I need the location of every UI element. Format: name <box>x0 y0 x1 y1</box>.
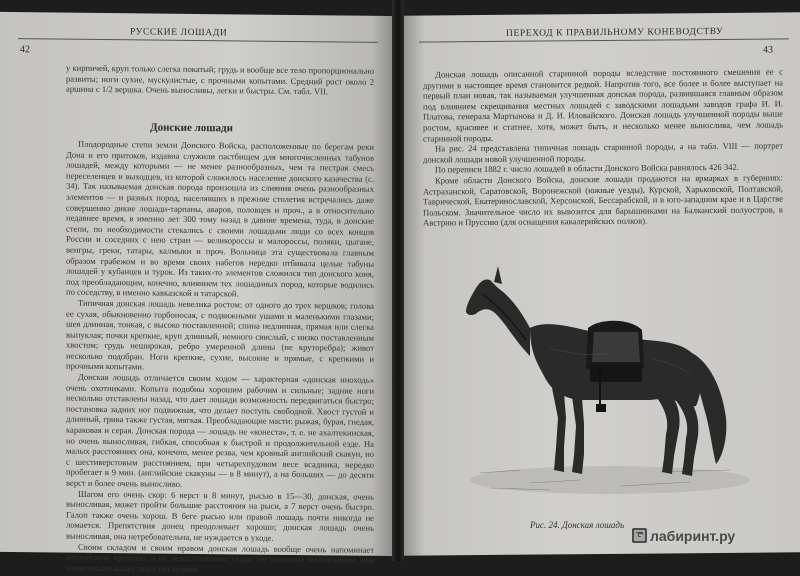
paragraph: Донская лошадь описанной старинной породы вследствие постоянного смешения ее с другими в настоящее время становится редкой. Напротив того, все более и более выступает на первый план новая, так называемая улучшенная донская порода, развившаяся главным образом под влиянием скрещивания местных лошадей с заводскими лошадьми заводов графа И. И. Платова, генерала Мартынова и Д. И. Иловайского. Донская лошадь улучшенной породы выше ростом, красивее и статнее, хотя, может быть, и несколько менее вынослива, чем лошадь старинной породы. <box>423 66 783 144</box>
header-rule-right <box>419 38 789 42</box>
page-number-right: 43 <box>763 44 773 56</box>
page-number-left: 42 <box>20 44 30 56</box>
figure-caption: Рис. 24. Донская лошадь <box>530 520 625 530</box>
paragraph: Своим складом и своим нравом донская лошадь вообще очень напоминает английскую кровную, а от недостаточного ухода, не изнежена воспитанием, она значительно выносливее последней. <box>66 541 374 574</box>
intro-paragraph <box>66 63 374 98</box>
paragraph: Плодородные степи земли Донского Войска, расположенные по берегам реки Дона и его притоков, издавна служили пастбищем для многочисленных табунов лошадей, между которыми — не менее разнообразных, чем та пестрая смесь переселенцев и выходцев, из которой сложилось население донского казачества (с. 34). Так называемая донская порода произошла из слияния очень разнообразных элементов — и разных пород, населявших в прежние столетия встречались даже совершенно дикие лошади-тарпаны, аваров, половцев и проч., а в относительно недавнее время, в именно лет 300 тому назад в давние времена, туда, в донские степи, по необходимости стекались с своими лошадьми люди со всех концов России и соседних с нею стран — великороссы и малороссы, поляки, цыгане, венгры, греки, татары, калмыки и проч. Вольница эта существовала главным образом грабежом и во время своих набегов нередко отбивала целые табуны лошадей у кубанцев и турок. Из таких-то элементов сложился тип донского коня, под преобладающим, конечно, влиянием тех лошадиных пород, которые водились по соседству, в именно кавказской и татарской. <box>66 138 374 299</box>
horse-illustration <box>460 258 750 508</box>
labirint-logo-icon <box>632 528 647 543</box>
intro-text: у кирпичей, круп только слегка покатый; грудь и вообще все тело пропорционально развиты; ноги сухие, мускулистые, с прочными копытами. Средний рост около 2 аршина с 1/2 вершка. Очень выносливы, легки и быстры. См. табл. VII. <box>66 62 374 97</box>
paragraph: По переписи 1882 г. число лошадей в области Донского Войска равнялось 426 342. <box>435 162 739 175</box>
running-header-left: РУССКИЕ ЛОШАДИ <box>130 27 228 39</box>
paragraph: На рис. 24 представлена типичная лошадь старинной породы, а на табл. VIII — портрет донской лошади новой улучшенной породы. <box>423 140 783 165</box>
paragraph: Кроме области Донского Войска, донские лошади продаются на ярмарках в губерниях: Астраханской, Саратовской, Воронежской (южные уезды), Курской, Харьковской, Полтавской, Таврической, Екатеринославской, Херсонской, Бессарабской, и в юго-западном крае и в Царстве Польском. Значительное число их вывозится для барышниками на Балканский полуостров, в Австрию и Пруссию (для оснащения кавалерийских полков). <box>423 172 783 228</box>
paragraph: Донская лошадь отличается своим ходом — характерная «донская иноходь» очень охотниками. Копыта подобны хорошим рабочим и сильные; задние ноги несколько отставлены назад, что дает лошади возможность передвигаться быстро; постановка задних ног подвижная, что делает поступь свободной. Хвост густой и длинный, грива также густая, мягкая. Преобладающие масти: рыжая, бурая, гнедая, караковая и серая. Донская порода — лошадь не «конеста», т. е. не ахалтекинская, но очень выносливая, гибкая, способная к быстрой и продолжительной езде. На малых расстояниях она, конечно, менее резва, чем кровный английский скакун, но с шестиверстовым расстоянием, при четырехпудовом весе всадника, нередко пробегает в 9 мин. (английские скакуны — в 8 минут), а на больших — до десяти верст и более очень выносливо. <box>66 371 374 489</box>
section-title: Донские лошади <box>150 121 233 135</box>
right-body-text <box>423 66 783 259</box>
left-body-text <box>66 138 374 574</box>
left-page <box>0 12 395 574</box>
paragraph: Типичная донская лошадь невелика ростом: от одного до трех вершков; голова ее сухая, обыкновенно горбоносая, с подвижными ушами и маленькими глазами; шея длинная, тонкая, с высоко поставленной; спина недлинная, прямая или слегка выпуклая; почки крепкие, круп длинный, немного свислый, с низко поставленным хвостом; грудь неширокая, ребро умеренной длины (не круторебра); живот несколько подобран. Ноги крепкие, сухие, высокие и прямые, с крепкими и прочными копытами. <box>66 297 374 372</box>
paragraph: Шагом его очень скор: 6 верст в 8 минут, рысью в 15—30, донская, очень выносливая, может пройти большие расстояния на рыси, а 7 верст очень быстро. Галоп также очень хорош. В беге рысью или правой лошадь почти никогда не ломается. Препятствия донец преодолевает хорошо; донская лошадь очень выносливая, она нетребовательна, не нуждается в уходе. <box>66 488 374 543</box>
running-header-right: ПЕРЕХОД К ПРАВИЛЬНОМУ КОНЕВОДСТВУ <box>506 26 724 39</box>
header-rule-left <box>18 38 378 43</box>
book-gutter <box>392 0 404 561</box>
watermark: лабиринт.ру <box>650 528 736 544</box>
